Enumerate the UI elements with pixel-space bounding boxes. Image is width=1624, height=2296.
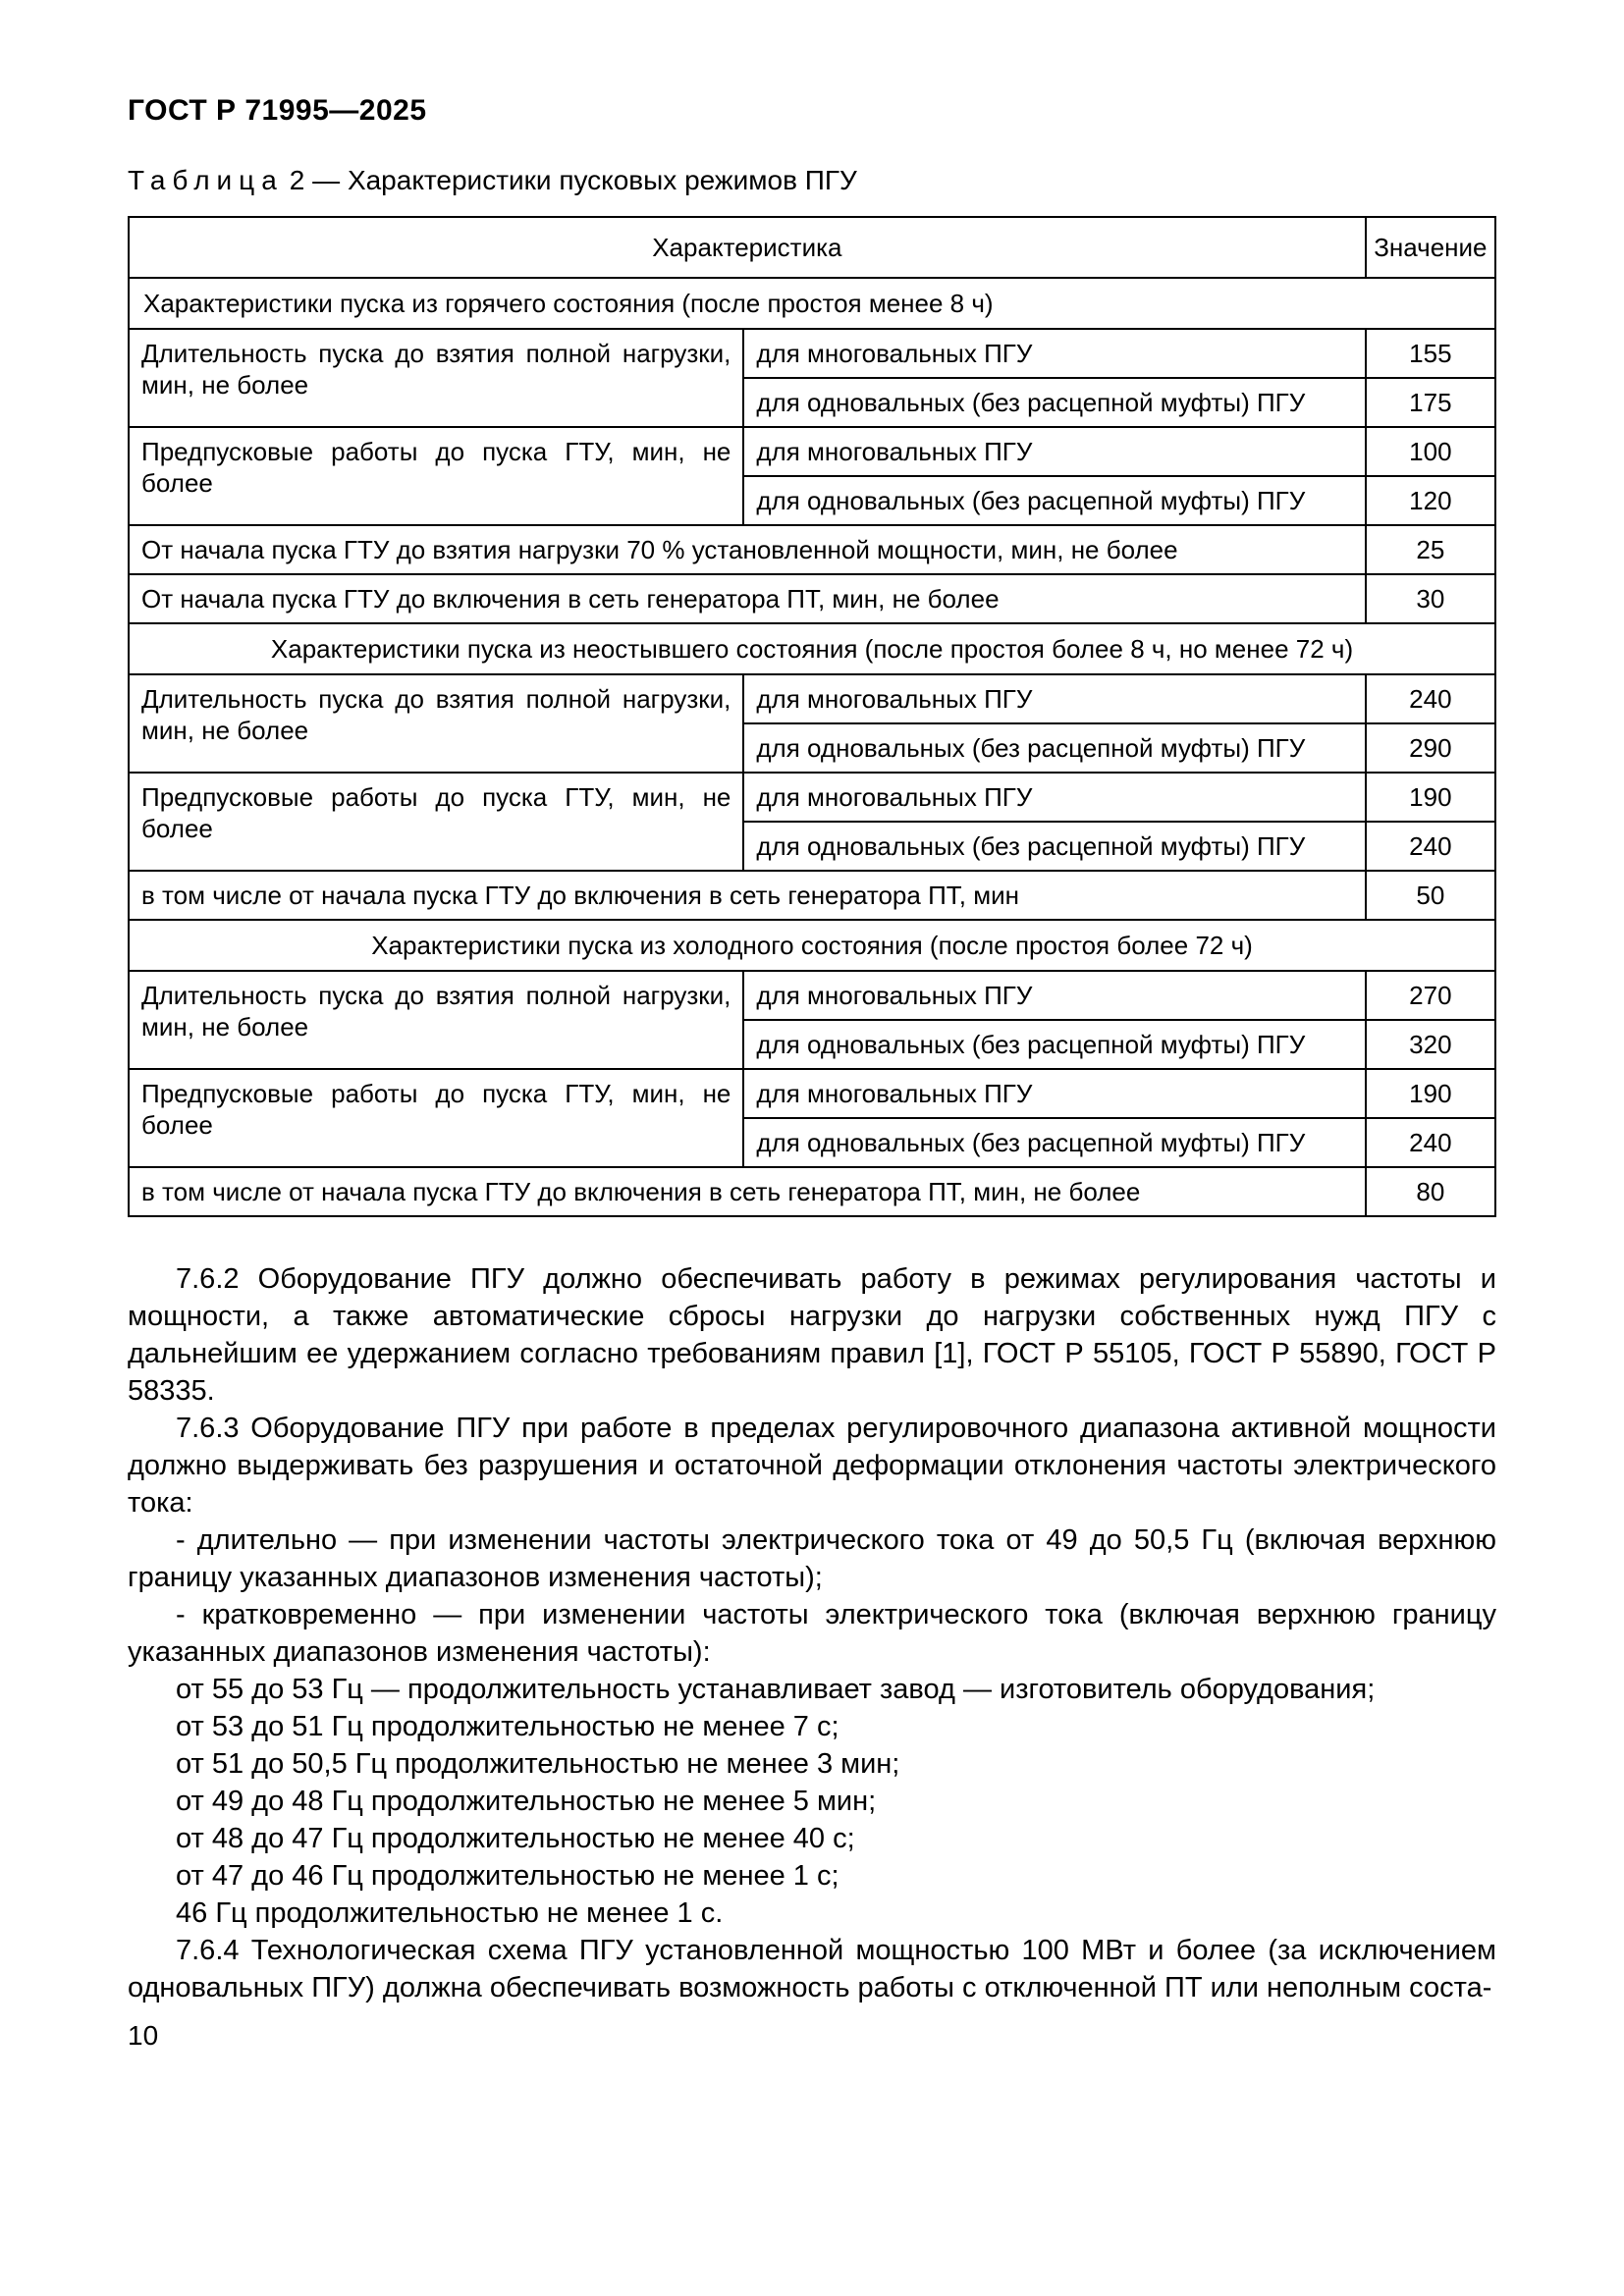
row-sublabel-multishaft: для многовальных ПГУ <box>743 773 1365 822</box>
freq-range-48-47: от 48 до 47 Гц продолжительностью не менее 40 с; <box>176 1823 855 1854</box>
table-row <box>129 525 1495 574</box>
table-row <box>129 278 1495 329</box>
row-sublabel-singleshaft: для одновальных (без расцепной муфты) ПГУ <box>743 1118 1365 1167</box>
value-cell: 320 <box>1366 1020 1495 1069</box>
running-header: ГОСТ Р 71995—2025 <box>128 94 427 127</box>
row-sublabel-singleshaft: для одновальных (без расцепной муфты) ПГУ <box>743 476 1365 525</box>
paragraph-7-6-4: 7.6.4 Технологическая схема ПГУ установленной мощностью 100 МВт и более (за исключением одновальных ПГУ) должна обеспечивать возможность работы с отключенной ПТ или неполным соста- <box>128 1935 1496 2003</box>
table-row <box>129 773 1495 822</box>
page-number: 10 <box>128 2020 159 2051</box>
row-sublabel-multishaft: для многовальных ПГУ <box>743 971 1365 1020</box>
value-cell: 175 <box>1366 378 1495 427</box>
row-label-incl-grid-connection-cold: в том числе от начала пуска ГТУ до включения в сеть генератора ПТ, мин, не более <box>129 1167 1366 1216</box>
row-label-duration-cold: Длительность пуска до взятия полной нагрузки, мин, не более <box>129 971 743 1069</box>
list-item-shortterm: - кратковременно — при изменении частоты электрического тока (включая верхнюю границу указанных диапазонов изменения частоты): <box>128 1599 1496 1668</box>
table-row <box>129 1167 1495 1216</box>
freq-range-53-51: от 53 до 51 Гц продолжительностью не менее 7 с; <box>176 1711 839 1742</box>
row-sublabel-multishaft: для многовальных ПГУ <box>743 1069 1365 1118</box>
table-header-value: Значение <box>1366 217 1495 278</box>
table-row <box>129 920 1495 971</box>
table-row <box>129 971 1495 1020</box>
section-header-hot: Характеристики пуска из горячего состояния (после простоя менее 8 ч) <box>129 278 1495 329</box>
table-header-characteristic: Характеристика <box>129 217 1366 278</box>
value-cell: 100 <box>1366 427 1495 476</box>
table-row <box>129 329 1495 378</box>
row-sublabel-singleshaft: для одновальных (без расцепной муфты) ПГУ <box>743 378 1365 427</box>
value-cell: 30 <box>1366 574 1495 623</box>
value-cell: 25 <box>1366 525 1495 574</box>
section-header-cold: Характеристики пуска из холодного состояния (после простоя более 72 ч) <box>129 920 1495 971</box>
value-cell: 120 <box>1366 476 1495 525</box>
page-content <box>128 0 1496 2052</box>
row-sublabel-singleshaft: для одновальных (без расцепной муфты) ПГУ <box>743 1020 1365 1069</box>
row-label-prestart-cold: Предпусковые работы до пуска ГТУ, мин, не более <box>129 1069 743 1167</box>
table-caption-word: Таблица <box>128 165 284 195</box>
table-row <box>129 871 1495 920</box>
row-label-duration-hot: Длительность пуска до взятия полной нагрузки, мин, не более <box>129 329 743 427</box>
row-sublabel-singleshaft: для одновальных (без расцепной муфты) ПГУ <box>743 822 1365 871</box>
table-row <box>129 427 1495 476</box>
row-sublabel-multishaft: для многовальных ПГУ <box>743 674 1365 723</box>
row-label-duration-warm: Длительность пуска до взятия полной нагрузки, мин, не более <box>129 674 743 773</box>
paragraph-7-6-2: 7.6.2 Оборудование ПГУ должно обеспечивать работу в режимах регулирования частоты и мощности, а также автоматические сбросы нагрузки до нагрузки собственных нужд ПГУ с дальнейшим ее удержанием согласно требованиям правил [1], ГОСТ Р 55105, ГОСТ Р 55890, ГОСТ Р 58335. <box>128 1263 1496 1407</box>
value-cell: 155 <box>1366 329 1495 378</box>
row-label-prestart-hot: Предпусковые работы до пуска ГТУ, мин, не более <box>129 427 743 525</box>
table-caption-title: Характеристики пусковых режимов ПГУ <box>347 165 857 195</box>
row-label-incl-grid-connection-warm: в том числе от начала пуска ГТУ до включения в сеть генератора ПТ, мин <box>129 871 1366 920</box>
freq-range-51-505: от 51 до 50,5 Гц продолжительностью не менее 3 мин; <box>176 1748 900 1780</box>
freq-range-55-53: от 55 до 53 Гц — продолжительность устанавливает завод — изготовитель оборудования; <box>176 1674 1376 1705</box>
freq-range-47-46: от 47 до 46 Гц продолжительностью не менее 1 с; <box>176 1860 839 1892</box>
freq-range-49-48: от 49 до 48 Гц продолжительностью не менее 5 мин; <box>176 1786 877 1817</box>
value-cell: 290 <box>1366 723 1495 773</box>
table-row <box>129 674 1495 723</box>
value-cell: 80 <box>1366 1167 1495 1216</box>
table-header-row <box>129 217 1495 278</box>
table-caption-dash: — <box>312 165 341 195</box>
table-row <box>129 574 1495 623</box>
value-cell: 240 <box>1366 822 1495 871</box>
paragraph-7-6-3: 7.6.3 Оборудование ПГУ при работе в пределах регулировочного диапазона активной мощности должно выдерживать без разрушения и остаточной деформации отклонения частоты электрического тока: <box>128 1413 1496 1519</box>
row-sublabel-multishaft: для многовальных ПГУ <box>743 329 1365 378</box>
row-label-grid-connection-hot: От начала пуска ГТУ до включения в сеть генератора ПТ, мин, не более <box>129 574 1366 623</box>
value-cell: 270 <box>1366 971 1495 1020</box>
freq-range-46: 46 Гц продолжительностью не менее 1 с. <box>176 1897 724 1929</box>
table-row <box>129 623 1495 674</box>
row-sublabel-singleshaft: для одновальных (без расцепной муфты) ПГУ <box>743 723 1365 773</box>
value-cell: 190 <box>1366 1069 1495 1118</box>
value-cell: 190 <box>1366 773 1495 822</box>
table-caption-number: 2 <box>289 165 305 195</box>
table-caption <box>128 165 1496 196</box>
table-row <box>129 1069 1495 1118</box>
value-cell: 50 <box>1366 871 1495 920</box>
row-label-prestart-warm: Предпусковые работы до пуска ГТУ, мин, не более <box>129 773 743 871</box>
row-label-70percent-load: От начала пуска ГТУ до взятия нагрузки 70 % установленной мощности, мин, не более <box>129 525 1366 574</box>
row-sublabel-multishaft: для многовальных ПГУ <box>743 427 1365 476</box>
section-header-warm: Характеристики пуска из неостывшего состояния (после простоя более 8 ч, но менее 72 ч) <box>129 623 1495 674</box>
list-item-continuous: - длительно — при изменении частоты электрического тока от 49 до 50,5 Гц (включая верхнюю границу указанных диапазонов изменения частоты); <box>128 1524 1496 1593</box>
startup-modes-table <box>128 216 1496 1217</box>
body-text <box>128 1260 1496 2006</box>
value-cell: 240 <box>1366 1118 1495 1167</box>
value-cell: 240 <box>1366 674 1495 723</box>
